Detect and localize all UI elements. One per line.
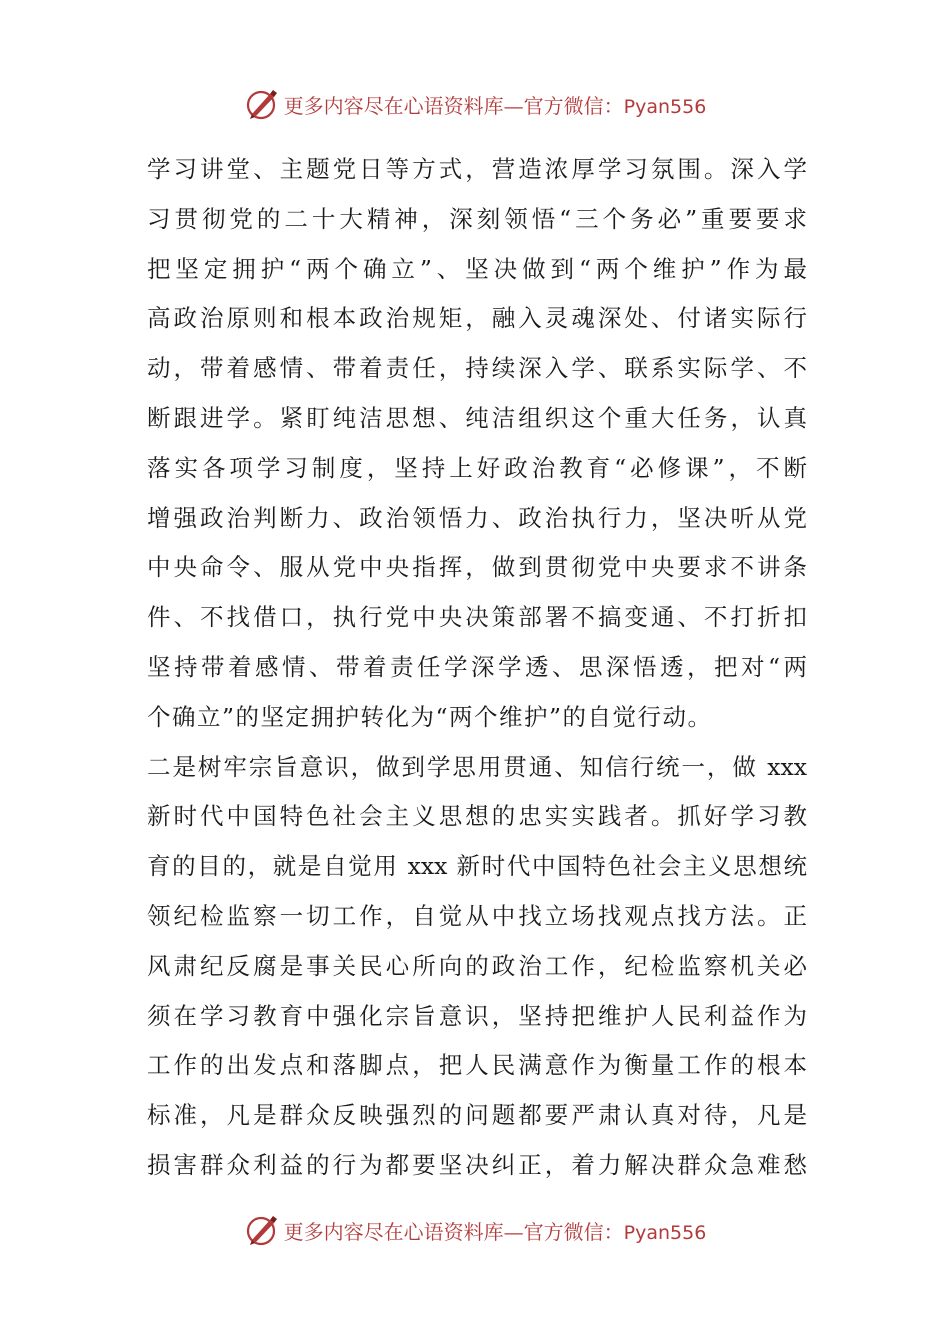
text-line: 二是树牢宗旨意识，做到学思用贯通、知信行统一，做 xxx	[147, 752, 807, 781]
pen-logo-icon	[244, 1212, 280, 1248]
text-line-last: 个确立”的坚定拥护转化为“两个维护”的自觉行动。	[147, 702, 713, 731]
banner-text	[284, 1216, 707, 1245]
text-line: 把坚定拥护“两个确立”、坚决做到“两个维护”作为最	[147, 254, 807, 283]
text-line: 增强政治判断力、政治领悟力、政治执行力，坚决听从党	[147, 503, 807, 532]
paragraph-1	[147, 145, 807, 743]
paragraph-2	[147, 743, 807, 1191]
text-line: 落实各项学习制度，坚持上好政治教育“必修课”，不断	[147, 453, 807, 482]
document-body	[147, 145, 807, 1191]
banner-label: 更多内容尽在心语资料库—官方微信：	[283, 1219, 624, 1244]
header-banner	[0, 84, 950, 124]
text-line: 学习讲堂、主题党日等方式，营造浓厚学习氛围。深入学	[147, 155, 807, 183]
banner-label: 更多内容尽在心语资料库—官方微信：	[283, 93, 624, 118]
wechat-id: Pyan556	[623, 1221, 707, 1244]
text-line: 习贯彻党的二十大精神，深刻领悟“三个务必”重要要求	[147, 204, 807, 233]
text-line: 中央命令、服从党中央指挥，做到贯彻党中央要求不讲条	[147, 553, 807, 582]
text-line: 工作的出发点和落脚点，把人民满意作为衡量工作的根本	[147, 1051, 807, 1080]
text-line: 动，带着感情、带着责任，持续深入学、联系实际学、不	[147, 354, 807, 383]
text-line: 断跟进学。紧盯纯洁思想、纯洁组织这个重大任务，认真	[147, 403, 807, 432]
wechat-id: Pyan556	[623, 95, 707, 118]
text-line: 高政治原则和根本政治规矩，融入灵魂深处、付诸实际行	[147, 304, 807, 333]
text-line: 新时代中国特色社会主义思想的忠实实践者。抓好学习教	[147, 802, 807, 831]
text-line: 标准，凡是群众反映强烈的问题都要严肃认真对待，凡是	[147, 1101, 807, 1130]
pen-logo-icon	[244, 86, 280, 122]
text-line: 坚持带着感情、带着责任学深学透、思深悟透，把对“两	[147, 652, 807, 681]
text-line: 风肃纪反腐是事关民心所向的政治工作，纪检监察机关必	[147, 951, 807, 980]
banner-text	[284, 90, 707, 119]
text-line: 件、不找借口，执行党中央决策部署不搞变通、不打折扣	[147, 603, 807, 632]
text-line: 损害群众利益的行为都要坚决纠正，着力解决群众急难愁	[147, 1150, 807, 1179]
footer-banner	[0, 1210, 950, 1250]
text-line: 须在学习教育中强化宗旨意识，坚持把维护人民利益作为	[147, 1001, 807, 1030]
text-line: 领纪检监察一切工作，自觉从中找立场找观点找方法。正	[147, 901, 807, 930]
text-line: 育的目的，就是自觉用 xxx 新时代中国特色社会主义思想统	[147, 852, 807, 881]
